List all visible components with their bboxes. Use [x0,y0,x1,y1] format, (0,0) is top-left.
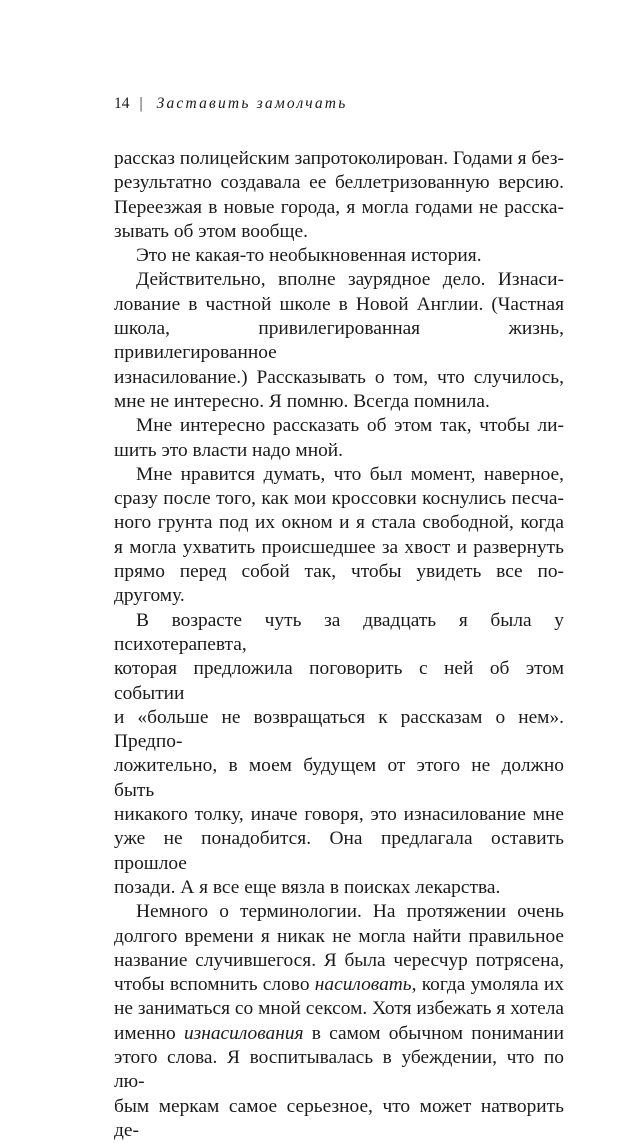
text-line: прямо перед собой так, чтобы увидеть все по-другому. [114,561,564,607]
emphasized-word: изнасилования [183,1022,304,1044]
text-line: шить это власти надо мной. [114,439,344,461]
text-line: ного грунта под их окном и я стала свободной, когда [114,512,564,534]
text-line: В возрасте чуть за двадцать я была у психотерапевта, [114,609,564,655]
running-header [114,94,347,114]
page-number: 14 [114,95,130,112]
text-line: чтобы вспомнить слово насиловать, когда умоляла их [114,974,564,996]
header-separator: | [139,95,143,112]
text-line: Мне нравится думать, что был момент, наверное, [136,463,564,485]
text-line: результатно создавала ее беллетризованную версию. [114,172,564,194]
text-line: ложительно, в моем будущем от этого не должно быть [114,755,564,801]
text-line: Немного о терминологии. На протяжении очень [136,901,564,923]
running-title: Заставить замолчать [156,95,348,112]
text-line: Мне интересно рассказать об этом так, чтобы ли- [136,415,564,437]
text-line: рассказ полицейским запротоколирован. Годами я без- [114,148,564,169]
text-line: никакого толку, иначе говоря, это изнасилование мне [114,804,564,826]
text-line: сразу после того, как мои кроссовки коснулись песча- [114,488,564,510]
text-line: уже не понадобится. Она предлагала оставить прошлое [114,828,564,874]
text-line: Действительно, вполне заурядное дело. Изнаси- [136,269,564,291]
text-line: Это не какая-то необыкновенная история. [136,245,482,267]
text-line: зывать об этом вообще. [114,220,308,242]
body-text [114,147,564,1143]
text-line: долгого времени я никак не могла найти правильное [114,925,564,947]
text-line: Переезжая в новые города, я могла годами не расска- [114,196,564,218]
text-line: позади. А я все еще вязла в поисках лекарства. [114,876,501,898]
text-line: не заниматься со мной сексом. Хотя избежать я хотела [114,998,564,1020]
emphasized-word: насиловать [314,974,412,996]
text-line: и «больше не возвращаться к рассказам о нем». Предпо- [114,706,564,753]
text-line: мне не интересно. Я помню. Всегда помнила. [114,390,490,412]
text-line: школа, привилегированная жизнь, привилегированное [114,318,564,364]
text-line: лование в частной школе в Новой Англии. (Частная [114,293,564,315]
text-line: я могла ухватить происшедшее за хвост и развернуть [114,536,564,558]
text-line: изнасилование.) Рассказывать о том, что случилось, [114,366,564,388]
text-line: бым меркам самое серьезное, что может натворить де- [114,1095,564,1141]
text-line: именно изнасилования в самом обычном понимании [114,1022,564,1044]
text-line: этого слова. Я воспитывалась в убеждении, что по лю- [114,1046,564,1093]
text-line: название случившегося. Я была чересчур потрясена, [114,949,564,971]
text-line: которая предложила поговорить с ней об этом событии [114,658,564,704]
